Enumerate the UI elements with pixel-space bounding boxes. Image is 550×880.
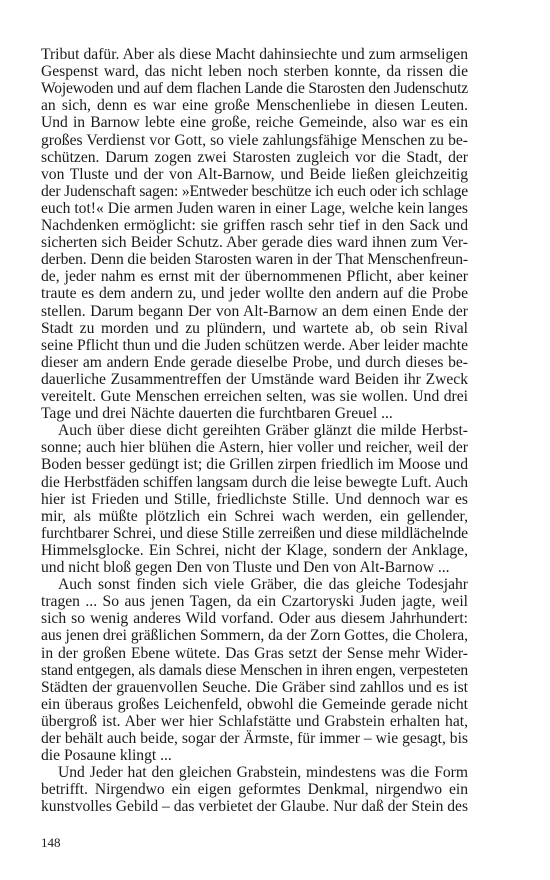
text-line: Nachdenken ermöglicht: sie griffen rasch sehr tief in den Sack und: [41, 217, 468, 234]
text-line: vereitelt. Gute Menschen erreichen selten, was sie wollen. Und drei: [41, 388, 468, 405]
text-line: Tage und drei Nächte dauerten die furchtbaren Greuel ...: [41, 405, 393, 423]
page-number: 148: [41, 834, 61, 850]
text-line: dauerliche Zusammentreffen der Umstände ward Beiden ihr Zweck: [41, 370, 468, 388]
text-line: Boden besser gedüngt ist; die Grillen zirpen friedlich im Moose und: [41, 456, 468, 474]
text-line: aus jenen drei gräßlichen Sommern, da der Zorn Gottes, die Cholera,: [41, 627, 468, 645]
text-line: Und in Barnow lebte eine große, reiche Gemeinde, also war es ein: [41, 114, 468, 132]
text-line: stellen. Darum begann Der von Alt-Barnow an dem einen Ende der: [41, 302, 468, 320]
text-line: und nicht bloß gegen Den von Tluste und Den von Alt-Barnow ...: [41, 559, 450, 576]
paragraph-first-line: Auch über diese dicht gereihten Gräber glänzt die milde Herbst-: [58, 422, 468, 440]
paragraph-first-line: Und Jeder hat den gleichen Grabstein, mindestens was die Form: [58, 764, 468, 782]
text-line: Wojewoden und auf dem flachen Lande die Starosten den Judenschutz: [41, 80, 468, 98]
text-line: sich so wenig anderes Wild vorfand. Oder aus diesem Jahrhundert:: [41, 610, 468, 628]
text-line: traute es dem andern zu, und jeder wollte den andern auf die Probe: [41, 285, 468, 303]
text-line: sonne; auch hier blühen die Astern, hier voller und reicher, weil der: [41, 439, 468, 457]
text-line: de, jeder nahm es ernst mit der übernommenen Pflicht, aber keiner: [41, 268, 468, 286]
text-line: Tribut dafür. Aber als diese Macht dahinsiechte und zum armseligen: [41, 46, 468, 63]
paragraph-first-line: Auch sonst finden sich viele Gräber, die das gleiche Todesjahr: [58, 576, 468, 594]
text-line: übergroß ist. Aber wer hier Schlafstätte und Grabstein erhalten hat,: [41, 712, 468, 730]
text-line: die Posaune klingt ...: [41, 747, 172, 765]
text-line: der Judenschaft sagen: »Entweder beschütze ich euch oder ich schlage: [41, 182, 468, 200]
text-line: seine Pflicht thun und die Juden schützen werde. Aber leider machte: [41, 336, 468, 354]
text-line: in der großen Ebene wütete. Das Gras setzt der Sense mehr Wider-: [41, 644, 468, 662]
text-line: schützen. Darum zogen zwei Starosten zugleich vor die Stadt, der: [41, 148, 468, 166]
text-line: großes Verdienst vor Gott, so viele zahlungsfähige Menschen zu be-: [41, 131, 468, 149]
text-line: furchtbarer Schrei, und diese Stille zerreißen und diese mildlächelnde: [41, 524, 468, 542]
text-line: Gespenst ward, das nicht leben noch sterben konnte, da rissen die: [41, 63, 468, 81]
text-line: Himmelsglocke. Ein Schrei, nicht der Klage, sondern der Anklage,: [41, 541, 468, 559]
text-line: derben. Denn die beiden Starosten waren in der That Menschenfreun-: [41, 251, 468, 269]
text-line: hier ist Frieden und Stille, friedlichste Stille. Und dennoch war es: [41, 490, 468, 508]
text-line: tragen ... So aus jenen Tagen, da ein Czartoryski Juden jagte, weil: [41, 593, 468, 611]
text-line: euch tot!« Die armen Juden waren in einer Lage, welche kein langes: [41, 199, 468, 217]
text-line: der behält auch beide, sogar der Ärmste, für immer – wie gesagt, bis: [41, 730, 468, 747]
text-line: dieser am andern Ende gerade dieselbe Probe, und durch dieses be-: [41, 353, 468, 371]
text-line: Städten der grauenvollen Seuche. Die Gräber sind zahllos und es ist: [41, 678, 468, 696]
text-line: die Herbstfäden schiffen langsam durch die leise bewegte Luft. Auch: [41, 473, 468, 491]
text-line: ein überaus großes Leichenfeld, obwohl die Gemeinde gerade nicht: [41, 695, 468, 713]
text-line: von Tluste und der von Alt-Barnow, und Beide ließen gleichzeitig: [41, 165, 468, 183]
text-line: an sich, denn es war eine große Menschenliebe in diesen Leuten.: [41, 97, 468, 115]
text-line: betrifft. Nirgendwo ein eigen geformtes Denkmal, nirgendwo ein: [41, 781, 468, 799]
text-line: sicherten sich Beider Schutz. Aber gerade dies ward ihnen zum Ver-: [41, 234, 468, 252]
text-line: Stadt zu morden und zu plündern, und wartete ab, ob sein Rival: [41, 319, 468, 337]
text-line: stand entgegen, als damals diese Menschen in ihren engen, verpesteten: [41, 661, 468, 679]
text-line: mir, als müßte plötzlich ein Schrei wach werden, ein gellender,: [41, 507, 468, 525]
text-line: kunstvolles Gebild – das verbietet der Glaube. Nur daß der Stein des: [41, 798, 468, 816]
